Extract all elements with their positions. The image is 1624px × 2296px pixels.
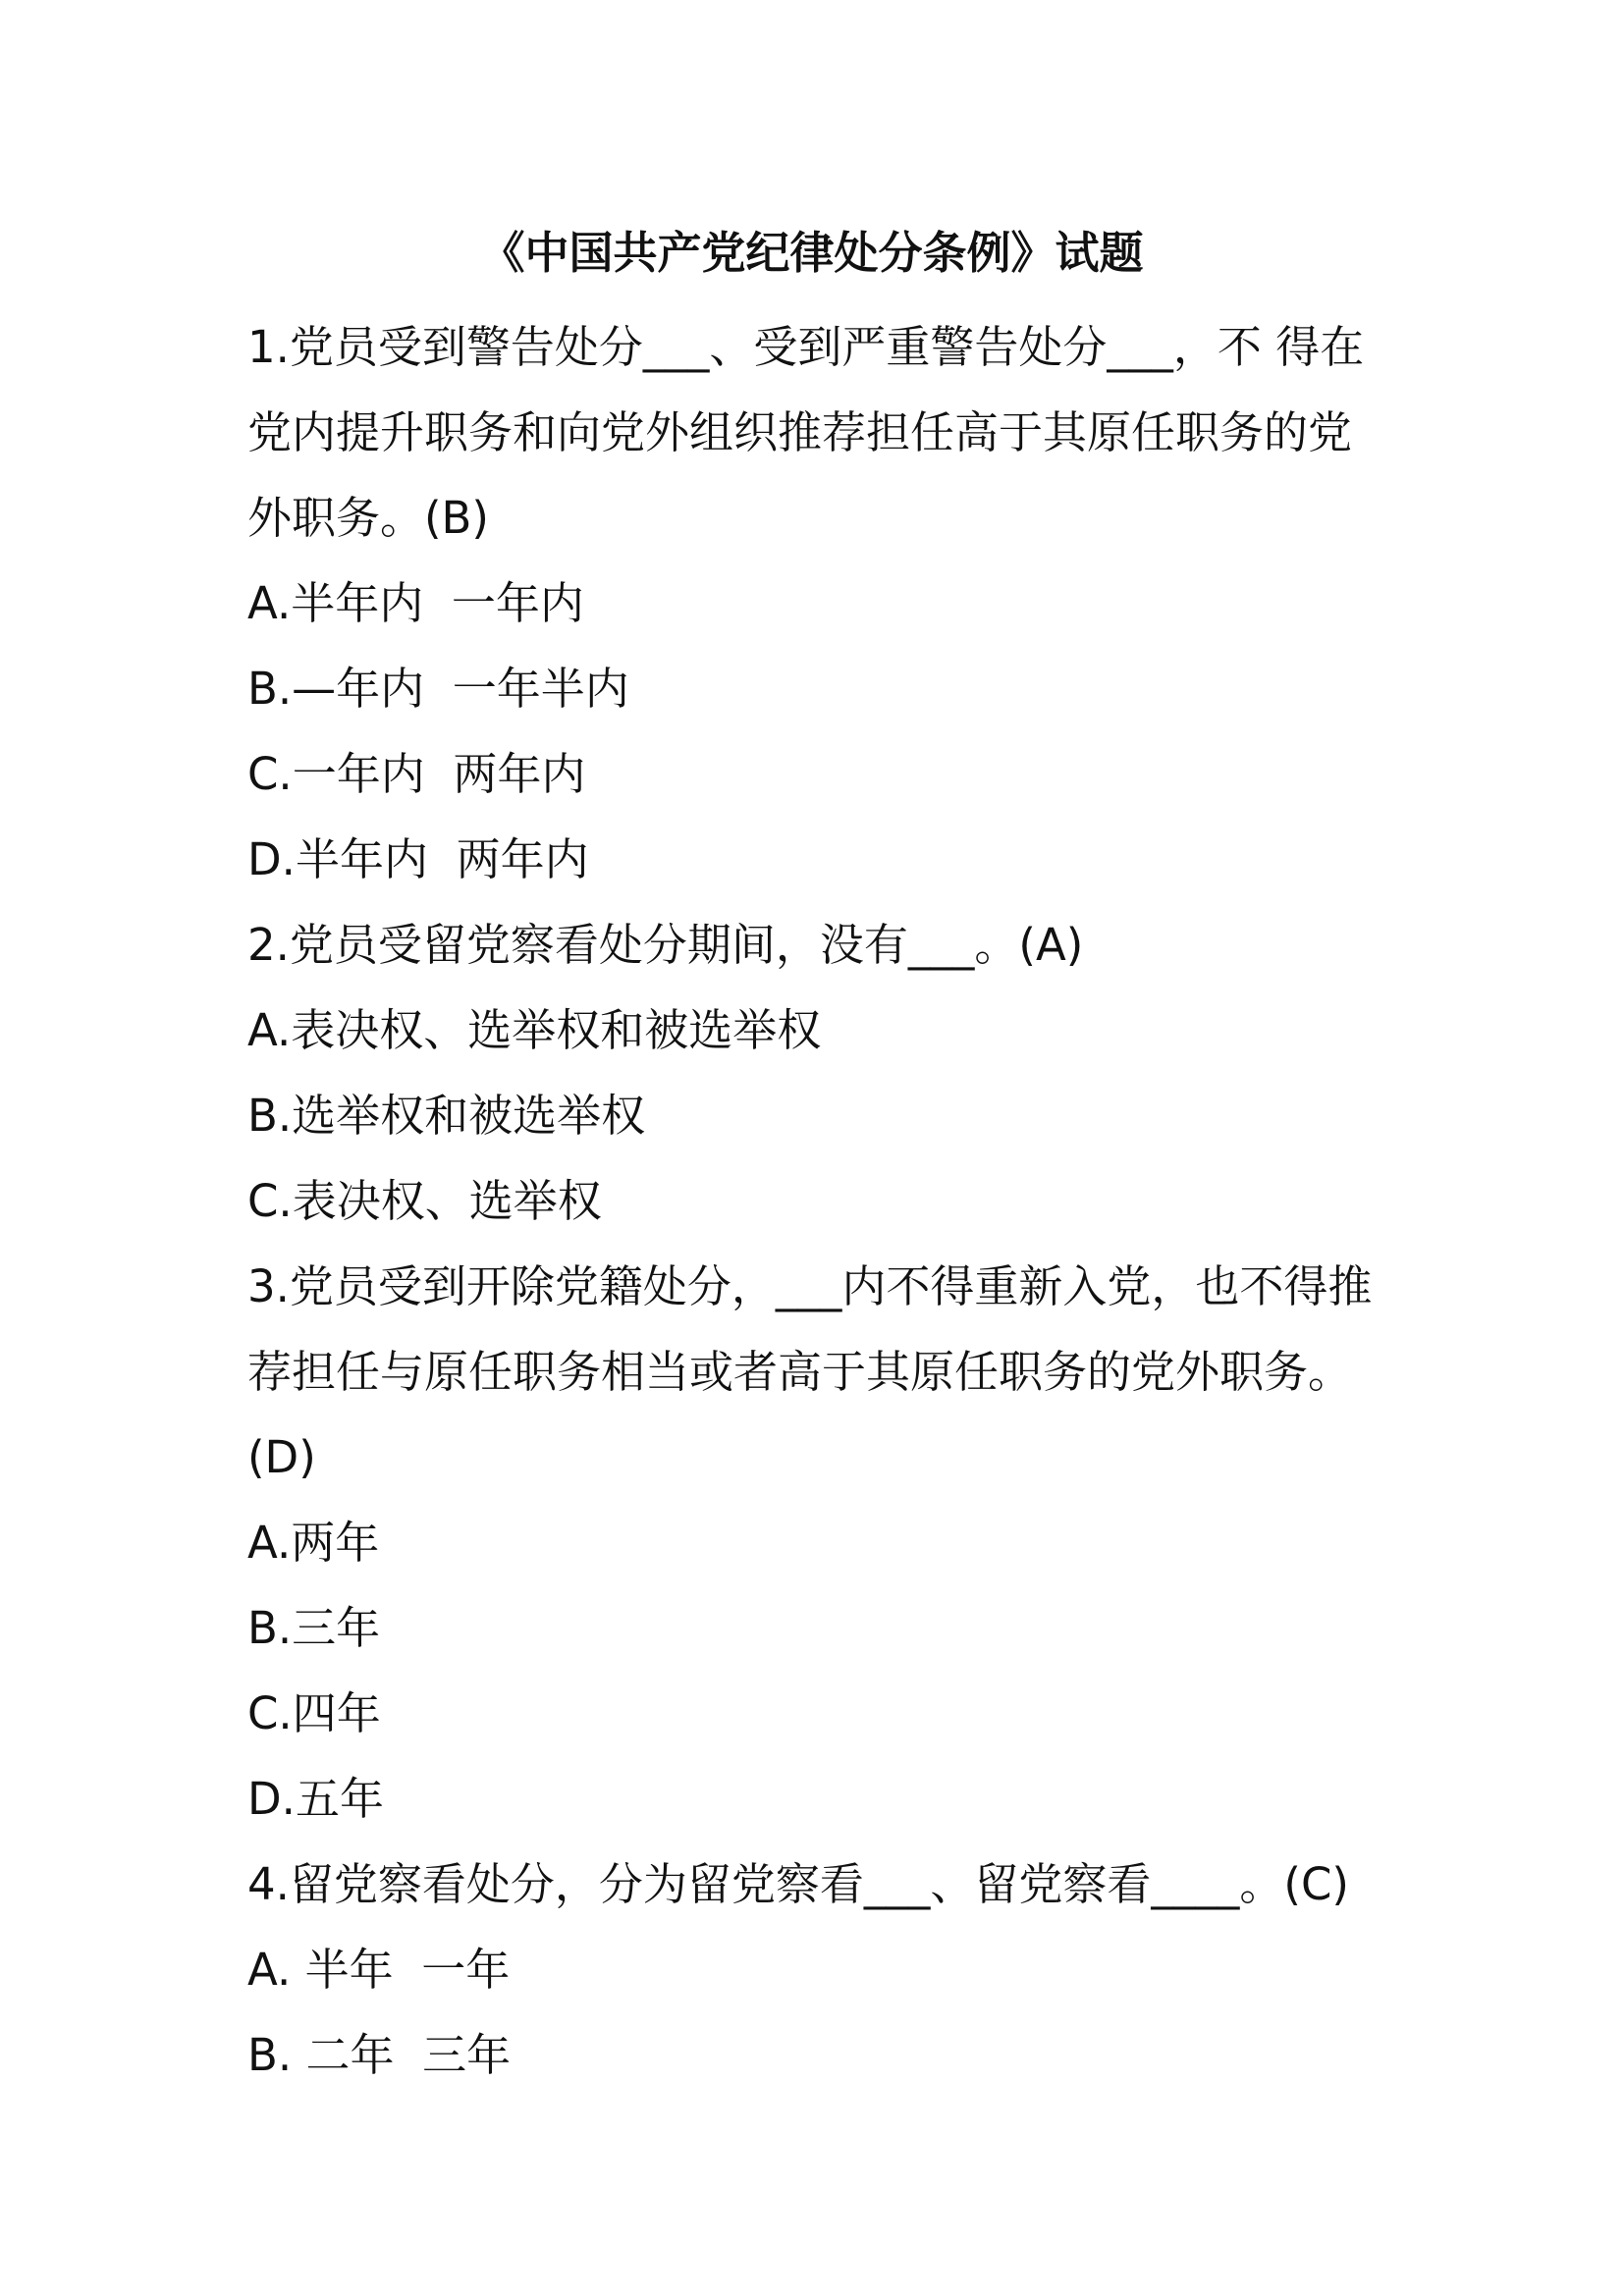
question-1-option-b: B.—年内 一年半内 (247, 663, 629, 715)
question-4-option-a: A. 半年 一年 (247, 1944, 511, 1996)
question-3-text-line-1: 3.党员受到开除党籍处分，___内不得重新入党，也不得推 (247, 1260, 1373, 1312)
question-2-option-a: A.表决权、选举权和被选举权 (247, 1004, 822, 1056)
question-3-text-line-2: 荐担任与原任职务相当或者高于其原任职务的党外职务。 (247, 1346, 1353, 1398)
question-3-option-a: A.两年 (247, 1517, 380, 1569)
question-2-text: 2.党员受留党察看处分期间，没有___。(A) (247, 919, 1084, 971)
question-4-option-b: B. 二年 三年 (247, 2029, 512, 2081)
document-body (247, 304, 1386, 2098)
question-4-text: 4.留党察看处分，分为留党察看___、留党察看____。(C) (247, 1858, 1349, 1910)
question-2-option-c: C.表决权、选举权 (247, 1175, 602, 1227)
question-1-option-a: A.半年内 一年内 (247, 577, 584, 629)
question-1-option-c: C.一年内 两年内 (247, 748, 586, 800)
question-2-option-b: B.选举权和被选举权 (247, 1090, 646, 1142)
question-3-option-c: C.四年 (247, 1687, 381, 1739)
question-1-option-d: D.半年内 两年内 (247, 833, 589, 885)
question-1-text-line-3: 外职务。(B) (247, 492, 489, 544)
document-title: 《中国共产党纪律处分条例》试题 (480, 227, 1144, 279)
question-1-text-line-1: 1.党员受到警告处分___、受到严重警告处分___，不 得在 (247, 321, 1365, 373)
question-3-option-b: B.三年 (247, 1602, 381, 1654)
question-3-option-d: D.五年 (247, 1773, 384, 1825)
question-1-text-line-2: 党内提升职务和向党外组织推荐担任高于其原任职务的党 (247, 406, 1353, 458)
question-3-text-line-3: (D) (247, 1431, 316, 1483)
